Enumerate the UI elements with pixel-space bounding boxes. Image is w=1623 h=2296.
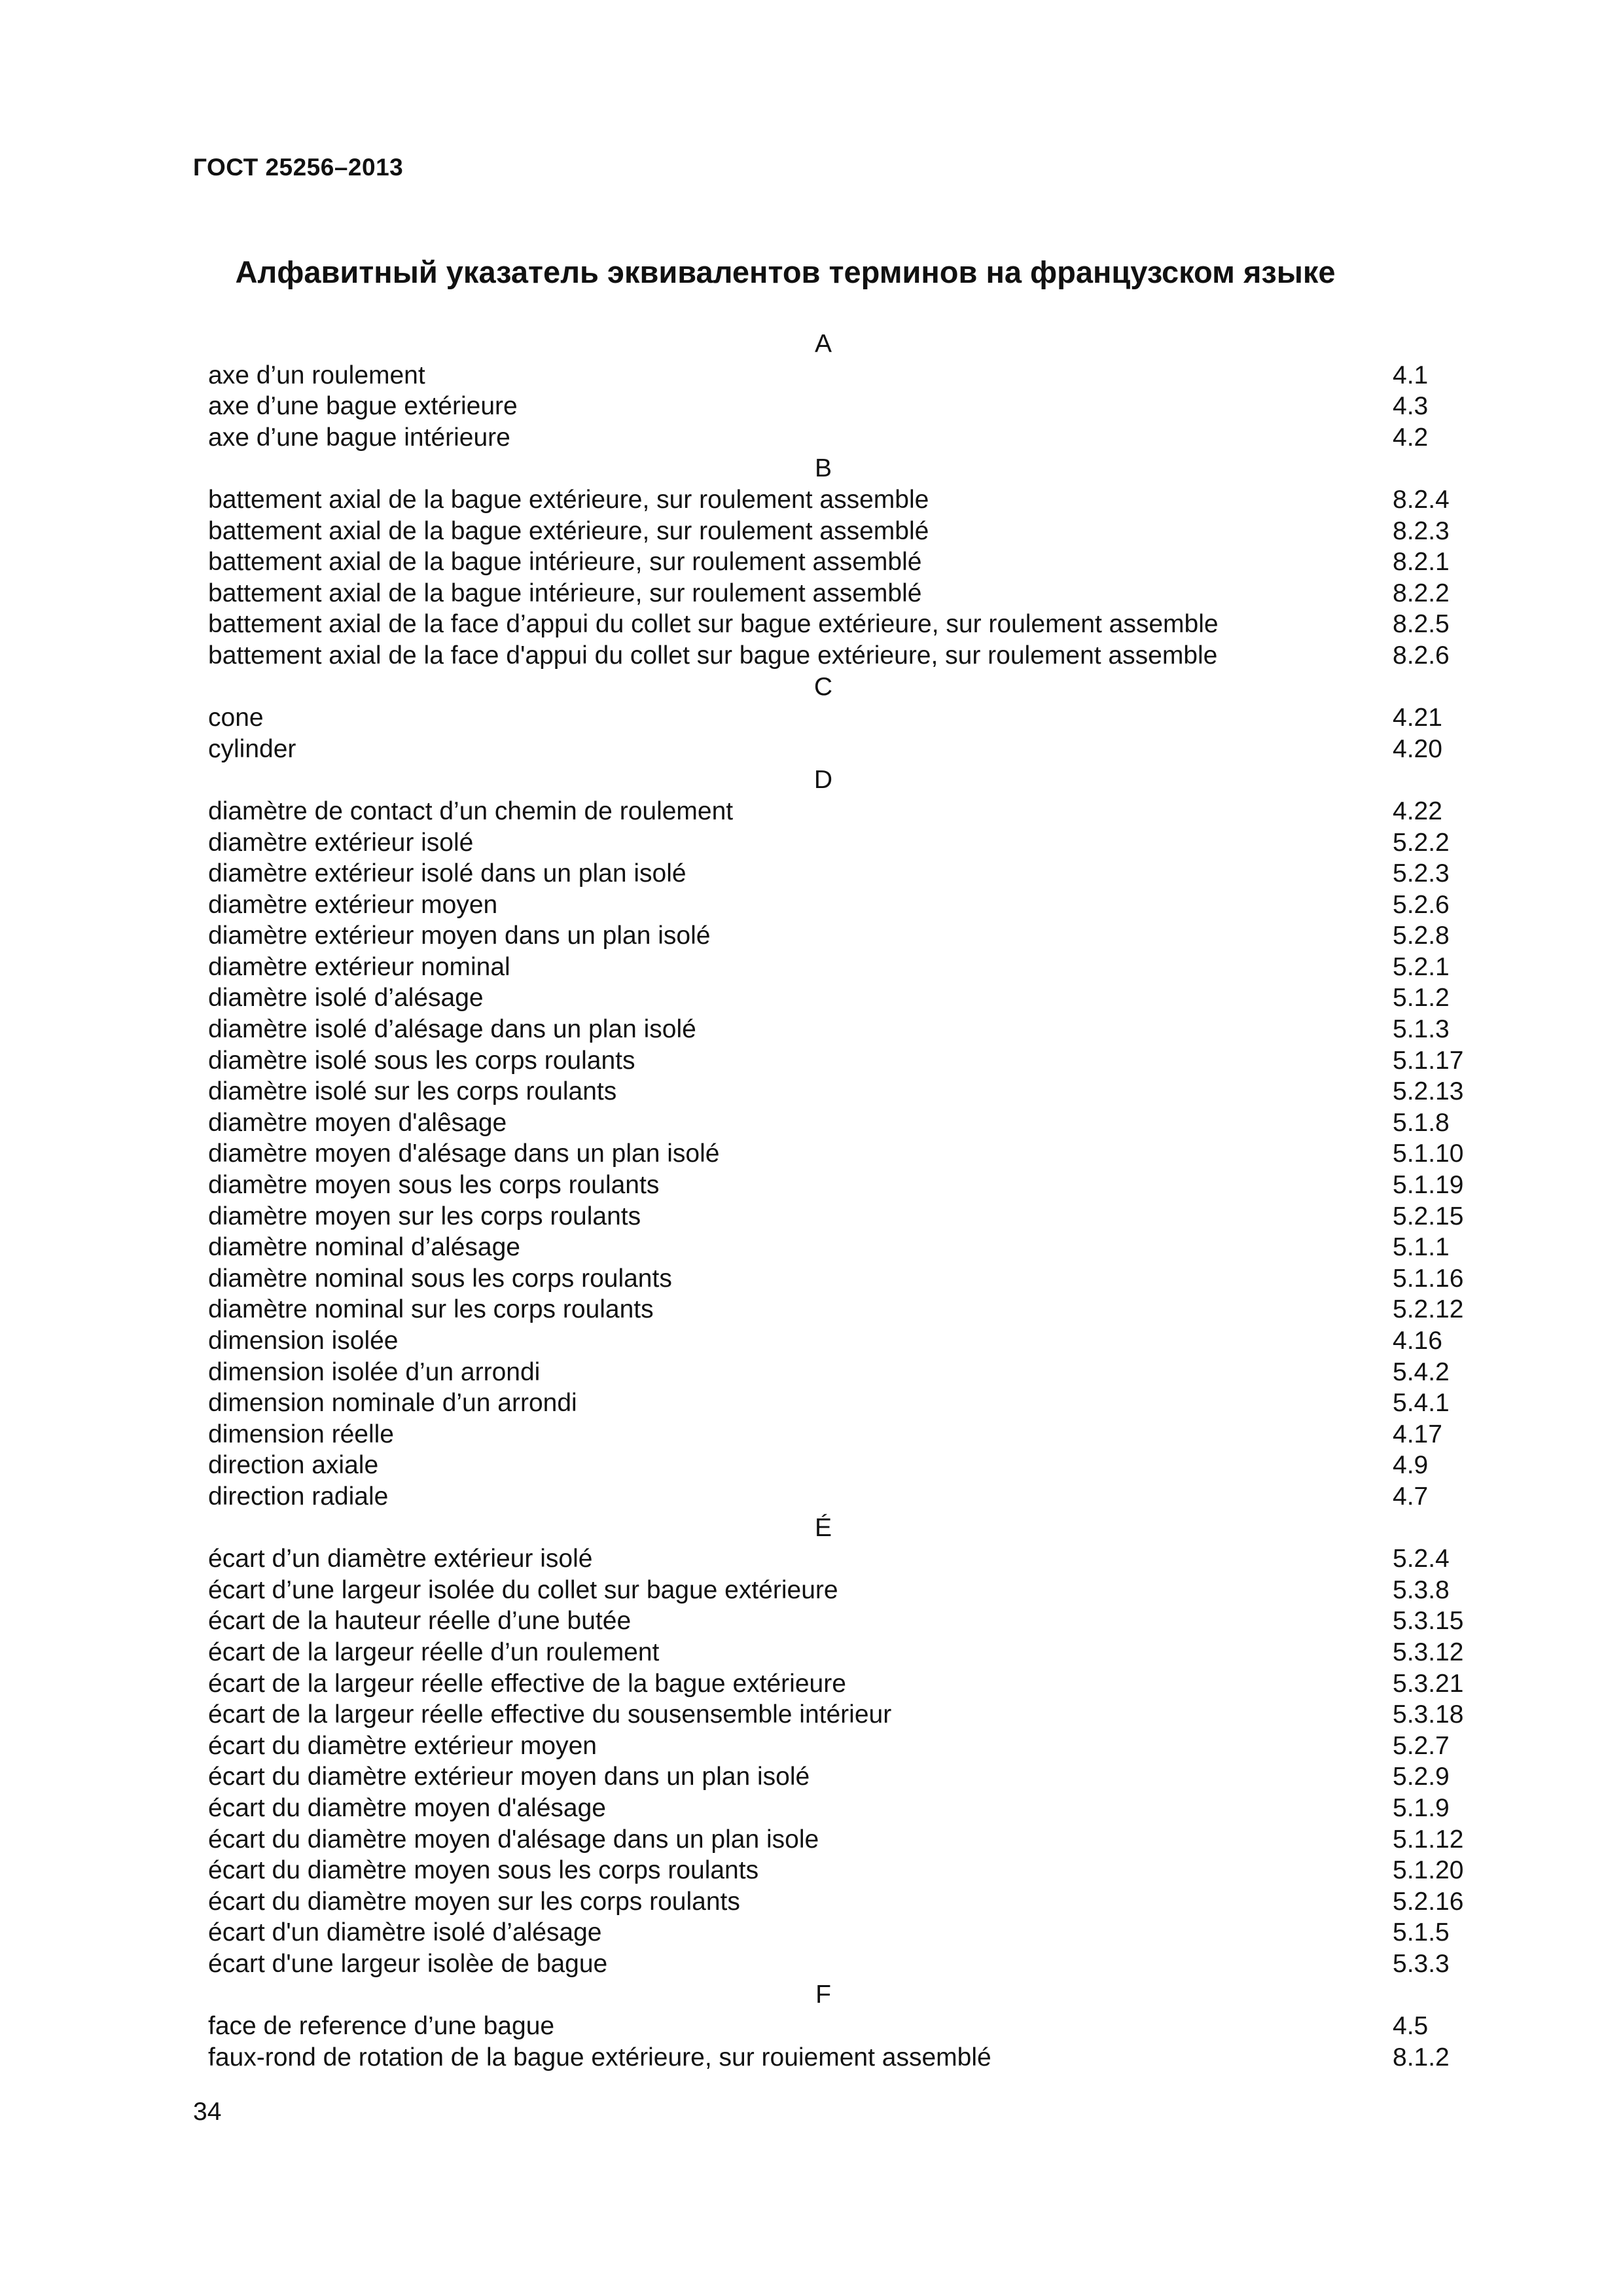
index-entry — [208, 1294, 1492, 1325]
index-term-number: 5.1.20 — [1393, 1856, 1464, 1885]
index-term-number: 4.20 — [1393, 734, 1442, 763]
index-section-letter: C — [813, 672, 833, 701]
index-entry — [208, 484, 1492, 516]
index-entry — [208, 827, 1492, 859]
index-entry — [208, 1138, 1492, 1170]
index-entry — [208, 547, 1492, 578]
index-section-letter: É — [814, 1513, 832, 1542]
index-entry — [208, 1886, 1492, 1918]
index-section-letter: F — [815, 1981, 831, 2009]
index-term: écart de la largeur réelle effective de la bague extérieure — [208, 1669, 846, 1698]
index-entry — [208, 1605, 1492, 1637]
index-term: diamètre extérieur nominal — [208, 952, 510, 981]
index-term: direction axiale — [208, 1451, 379, 1480]
index-term-number: 4.22 — [1393, 797, 1442, 825]
index-term-number: 5.2.3 — [1393, 859, 1450, 888]
index-term: battement axial de la bague intérieure, sur roulement assemblé — [208, 548, 922, 577]
index-term: battement axial de la face d’appui du collet sur bague extérieure, sur roulement assemble — [208, 610, 1219, 639]
index-entry — [208, 1917, 1492, 1948]
index-term-number: 8.2.5 — [1393, 610, 1450, 639]
index-term: cylinder — [208, 734, 296, 763]
index-term-number: 8.2.1 — [1393, 548, 1450, 577]
index-term: battement axial de la bague intérieure, sur roulement assemblé — [208, 579, 922, 607]
index-term-number: 5.1.2 — [1393, 984, 1450, 1013]
index-entry — [208, 889, 1492, 921]
index-term: écart du diamètre extérieur moyen — [208, 1731, 597, 1760]
index-section-letter: B — [814, 454, 832, 483]
index-term: écart de la largeur réelle effective du sousensemble intérieur — [208, 1700, 892, 1729]
index-entry — [208, 1637, 1492, 1668]
index-term: diamètre moyen d'alésage dans un plan isolé — [208, 1139, 720, 1168]
index-entry — [208, 1419, 1492, 1450]
index-entry — [208, 609, 1492, 640]
alphabetical-index — [208, 329, 1492, 2073]
index-term: écart d'une largeur isolèe de bague — [208, 1949, 608, 1978]
index-entry — [208, 1045, 1492, 1077]
index-term-number: 5.1.16 — [1393, 1264, 1464, 1293]
index-entry — [208, 1543, 1492, 1575]
index-term-number: 8.2.3 — [1393, 516, 1450, 545]
index-term: écart de la hauteur réelle d’une butée — [208, 1607, 632, 1636]
index-term: diamètre de contact d’un chemin de roulement — [208, 797, 734, 825]
index-term-number: 5.2.1 — [1393, 952, 1450, 981]
index-section-letter: D — [813, 766, 833, 795]
index-term: dimension isolée d’un arrondi — [208, 1357, 541, 1386]
index-term-number: 5.3.15 — [1393, 1607, 1464, 1636]
index-term: diamètre nominal d’alésage — [208, 1233, 520, 1262]
index-term-number: 5.2.12 — [1393, 1295, 1464, 1324]
index-entry — [208, 360, 1492, 391]
index-term: face de reference d’une bague — [208, 2012, 555, 2041]
index-entry — [208, 1076, 1492, 1107]
index-entry — [208, 1855, 1492, 1886]
page-title: Алфавитный указатель эквивалентов терминов на французском языке — [235, 255, 1336, 289]
index-term: diamètre isolé sous les corps roulants — [208, 1046, 635, 1075]
index-entry — [208, 1201, 1492, 1232]
index-entry — [208, 516, 1492, 547]
index-term-number: 5.2.8 — [1393, 922, 1450, 950]
index-term: diamètre isolé d’alésage — [208, 984, 484, 1013]
index-term-number: 5.1.12 — [1393, 1825, 1464, 1854]
index-term-number: 5.1.19 — [1393, 1171, 1464, 1200]
index-term-number: 5.1.5 — [1393, 1918, 1450, 1947]
index-entry — [208, 1263, 1492, 1295]
index-term-number: 5.1.10 — [1393, 1139, 1464, 1168]
index-term-number: 8.2.2 — [1393, 579, 1450, 607]
index-entry — [208, 1170, 1492, 1201]
index-term-number: 8.1.2 — [1393, 2043, 1450, 2072]
index-term: diamètre isolé sur les corps roulants — [208, 1077, 617, 1106]
index-term-number: 5.2.9 — [1393, 1763, 1450, 1791]
index-term-number: 5.1.9 — [1393, 1793, 1450, 1822]
index-entry — [208, 1014, 1492, 1045]
index-entry — [208, 1699, 1492, 1731]
index-entry — [208, 578, 1492, 609]
index-term-number: 4.2 — [1393, 423, 1429, 452]
index-term: écart du diamètre moyen sous les corps roulants — [208, 1856, 759, 1885]
index-entry — [208, 1731, 1492, 1762]
index-entry — [208, 640, 1492, 672]
index-entry — [208, 1357, 1492, 1388]
index-term-number: 5.1.8 — [1393, 1108, 1450, 1137]
index-term-number: 5.3.3 — [1393, 1949, 1450, 1978]
index-term-number: 8.2.4 — [1393, 485, 1450, 514]
index-term-number: 5.3.8 — [1393, 1575, 1450, 1604]
index-term-number: 5.4.1 — [1393, 1389, 1450, 1418]
index-term: écart d’une largeur isolée du collet sur bague extérieure — [208, 1575, 838, 1604]
index-term-number: 5.1.1 — [1393, 1233, 1450, 1262]
index-term: diamètre nominal sur les corps roulants — [208, 1295, 654, 1324]
index-entry — [208, 1232, 1492, 1263]
index-term: dimension nominale d’un arrondi — [208, 1389, 577, 1418]
index-term-number: 8.2.6 — [1393, 641, 1450, 670]
index-term: diamètre extérieur isolé — [208, 828, 474, 857]
document-code: ГОСТ 25256–2013 — [193, 154, 404, 181]
index-term: dimension isolée — [208, 1327, 399, 1355]
index-term-number: 4.17 — [1393, 1420, 1442, 1448]
page-number: 34 — [193, 2098, 222, 2126]
index-entry — [208, 1450, 1492, 1481]
index-entry — [208, 1761, 1492, 1793]
index-entry — [208, 1481, 1492, 1513]
index-entry — [208, 391, 1492, 422]
index-term: battement axial de la face d'appui du collet sur bague extérieure, sur roulement assemble — [208, 641, 1218, 670]
index-term: diamètre isolé d’alésage dans un plan isolé — [208, 1015, 696, 1044]
index-term-number: 5.3.18 — [1393, 1700, 1464, 1729]
index-entry — [208, 1325, 1492, 1357]
index-term-number: 5.1.3 — [1393, 1015, 1450, 1044]
index-entry — [208, 702, 1492, 734]
index-entry — [208, 1793, 1492, 1824]
index-term: écart du diamètre moyen sur les corps roulants — [208, 1887, 740, 1916]
index-term-number: 5.2.7 — [1393, 1731, 1450, 1760]
index-term-number: 4.16 — [1393, 1327, 1442, 1355]
index-entry — [208, 796, 1492, 827]
index-entry — [208, 1824, 1492, 1856]
index-term-number: 4.1 — [1393, 361, 1429, 389]
index-term: diamètre extérieur isolé dans un plan isolé — [208, 859, 687, 888]
index-term: diamètre moyen sur les corps roulants — [208, 1202, 641, 1230]
index-term: diamètre extérieur moyen dans un plan isolé — [208, 922, 711, 950]
index-section-letter: A — [814, 330, 832, 358]
index-term: axe d’une bague extérieure — [208, 392, 518, 421]
index-term-number: 5.2.16 — [1393, 1887, 1464, 1916]
index-entry — [208, 2011, 1492, 2042]
index-term-number: 5.2.15 — [1393, 1202, 1464, 1230]
index-term: diamètre nominal sous les corps roulants — [208, 1264, 672, 1293]
index-term: battement axial de la bague extérieure, sur roulement assemble — [208, 485, 929, 514]
index-term-number: 5.2.2 — [1393, 828, 1450, 857]
index-term-number: 4.21 — [1393, 704, 1442, 732]
index-term-number: 4.9 — [1393, 1451, 1429, 1480]
index-entry — [208, 858, 1492, 889]
index-term: dimension réelle — [208, 1420, 394, 1448]
index-entry — [208, 920, 1492, 952]
index-entry — [208, 422, 1492, 454]
index-term-number: 5.3.12 — [1393, 1638, 1464, 1666]
index-term: diamètre extérieur moyen — [208, 890, 498, 919]
index-entry — [208, 734, 1492, 765]
index-term: écart d'un diamètre isolé d’alésage — [208, 1918, 602, 1947]
index-entry — [208, 1575, 1492, 1606]
index-term-number: 4.5 — [1393, 2012, 1429, 2041]
index-term-number: 4.3 — [1393, 392, 1429, 421]
index-term-number: 5.2.6 — [1393, 890, 1450, 919]
index-term-number: 5.3.21 — [1393, 1669, 1464, 1698]
index-term: écart du diamètre moyen d'alésage dans un plan isole — [208, 1825, 819, 1854]
index-term-number: 5.2.13 — [1393, 1077, 1464, 1106]
index-term: écart d’un diamètre extérieur isolé — [208, 1545, 593, 1573]
index-term: écart de la largeur réelle d’un roulement — [208, 1638, 660, 1666]
index-term: écart du diamètre extérieur moyen dans un plan isolé — [208, 1763, 810, 1791]
index-term: battement axial de la bague extérieure, sur roulement assemblé — [208, 516, 929, 545]
index-term: diamètre moyen sous les corps roulants — [208, 1171, 660, 1200]
index-term: axe d’une bague intérieure — [208, 423, 510, 452]
index-term-number: 4.7 — [1393, 1482, 1429, 1511]
index-entry — [208, 1388, 1492, 1419]
index-term: faux-rond de rotation de la bague extérieure, sur rouiement assemblé — [208, 2043, 991, 2072]
index-term-number: 5.2.4 — [1393, 1545, 1450, 1573]
index-entry — [208, 982, 1492, 1014]
index-term: axe d’un roulement — [208, 361, 425, 389]
index-entry — [208, 1668, 1492, 1700]
index-term: cone — [208, 704, 264, 732]
index-term-number: 5.1.17 — [1393, 1046, 1464, 1075]
index-entry — [208, 2042, 1492, 2073]
index-term: diamètre moyen d'alêsage — [208, 1108, 507, 1137]
index-term: direction radiale — [208, 1482, 389, 1511]
index-entry — [208, 1948, 1492, 1980]
index-term-number: 5.4.2 — [1393, 1357, 1450, 1386]
index-term: écart du diamètre moyen d'alésage — [208, 1793, 606, 1822]
index-entry — [208, 952, 1492, 983]
index-entry — [208, 1107, 1492, 1139]
